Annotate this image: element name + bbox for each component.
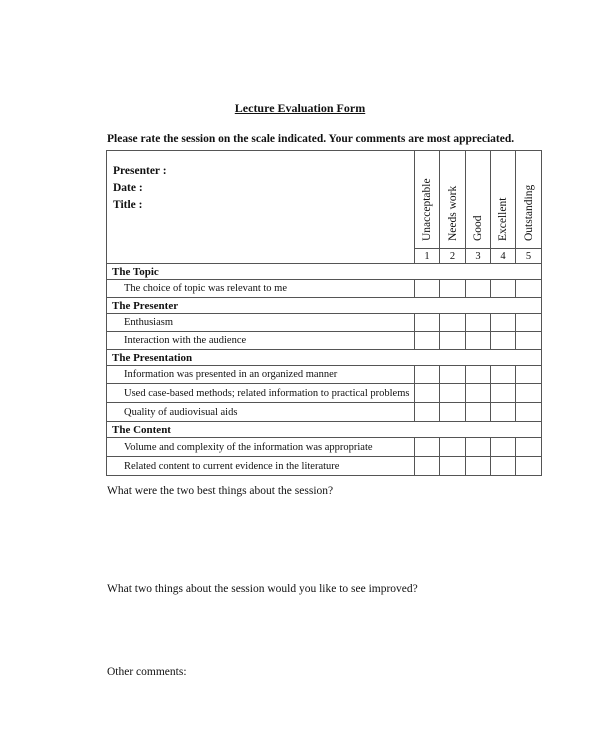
question-improve: What two things about the session would you like to see improved? [107,583,418,595]
instruction-text: Please rate the session on the scale indicated. Your comments are most appreciated. [107,133,515,145]
title-label: Title : [113,199,143,211]
table-row [107,332,542,350]
rating-cell-4[interactable] [491,438,516,457]
scale-label: Needs work [446,185,459,241]
rating-cell-5[interactable] [516,438,542,457]
section-row-presenter [107,298,542,314]
rating-cell-3[interactable] [466,314,491,332]
table-row [107,457,542,476]
rating-cell-1[interactable] [415,438,440,457]
rating-cell-1[interactable] [415,384,440,403]
table-row [107,314,542,332]
rating-cell-4[interactable] [491,384,516,403]
section-label: The Topic [107,264,542,280]
section-row-topic [107,264,542,280]
rating-cell-2[interactable] [440,332,466,350]
rating-cell-3[interactable] [466,280,491,298]
scale-header-4 [491,151,516,249]
rating-cell-2[interactable] [440,366,466,384]
rating-cell-5[interactable] [516,280,542,298]
rating-cell-4[interactable] [491,280,516,298]
scale-number: 2 [440,249,466,264]
item-label: Used case-based methods; related information to practical problems [107,384,415,403]
header-row [107,151,542,249]
table-row [107,438,542,457]
question-best: What were the two best things about the session? [107,485,334,497]
scale-number: 4 [491,249,516,264]
date-label: Date : [113,182,143,194]
rating-cell-4[interactable] [491,332,516,350]
section-label: The Presentation [107,350,542,366]
rating-cell-2[interactable] [440,438,466,457]
scale-label: Outstanding [522,184,535,241]
rating-table [106,150,542,476]
scale-label: Excellent [497,197,509,241]
rating-cell-2[interactable] [440,403,466,422]
item-label: Volume and complexity of the information was appropriate [107,438,415,457]
scale-number: 1 [415,249,440,264]
scale-label: Unacceptable [421,178,433,241]
rating-cell-3[interactable] [466,457,491,476]
rating-cell-4[interactable] [491,366,516,384]
rating-cell-5[interactable] [516,314,542,332]
scale-header-1 [415,151,440,249]
rating-cell-2[interactable] [440,457,466,476]
table-row [107,280,542,298]
scale-header-3 [466,151,491,249]
item-label: Quality of audiovisual aids [107,403,415,422]
rating-cell-2[interactable] [440,280,466,298]
meta-cell [107,151,415,264]
section-row-content [107,422,542,438]
rating-cell-3[interactable] [466,384,491,403]
rating-cell-5[interactable] [516,384,542,403]
presenter-label: Presenter : [113,165,167,177]
item-label: The choice of topic was relevant to me [107,280,415,298]
rating-cell-1[interactable] [415,280,440,298]
table-row [107,403,542,422]
rating-cell-1[interactable] [415,366,440,384]
item-label: Related content to current evidence in the literature [107,457,415,476]
item-label: Interaction with the audience [107,332,415,350]
rating-cell-4[interactable] [491,403,516,422]
rating-cell-3[interactable] [466,366,491,384]
rating-cell-3[interactable] [466,438,491,457]
item-label: Information was presented in an organized manner [107,366,415,384]
rating-cell-5[interactable] [516,332,542,350]
rating-cell-1[interactable] [415,403,440,422]
rating-cell-1[interactable] [415,457,440,476]
section-label: The Content [107,422,542,438]
question-other: Other comments: [107,666,187,678]
scale-header-5 [516,151,542,249]
table-row [107,384,542,403]
rating-cell-5[interactable] [516,457,542,476]
scale-number: 5 [516,249,542,264]
scale-number: 3 [466,249,491,264]
rating-cell-1[interactable] [415,314,440,332]
rating-cell-4[interactable] [491,314,516,332]
rating-cell-3[interactable] [466,403,491,422]
rating-cell-3[interactable] [466,332,491,350]
form-title: Lecture Evaluation Form [234,101,366,115]
rating-cell-4[interactable] [491,457,516,476]
rating-cell-2[interactable] [440,384,466,403]
rating-cell-1[interactable] [415,332,440,350]
scale-header-2 [440,151,466,249]
scale-label: Good [472,215,484,241]
section-row-presentation [107,350,542,366]
item-label: Enthusiasm [107,314,415,332]
rating-cell-5[interactable] [516,403,542,422]
rating-cell-5[interactable] [516,366,542,384]
table-row [107,366,542,384]
section-label: The Presenter [107,298,542,314]
rating-cell-2[interactable] [440,314,466,332]
